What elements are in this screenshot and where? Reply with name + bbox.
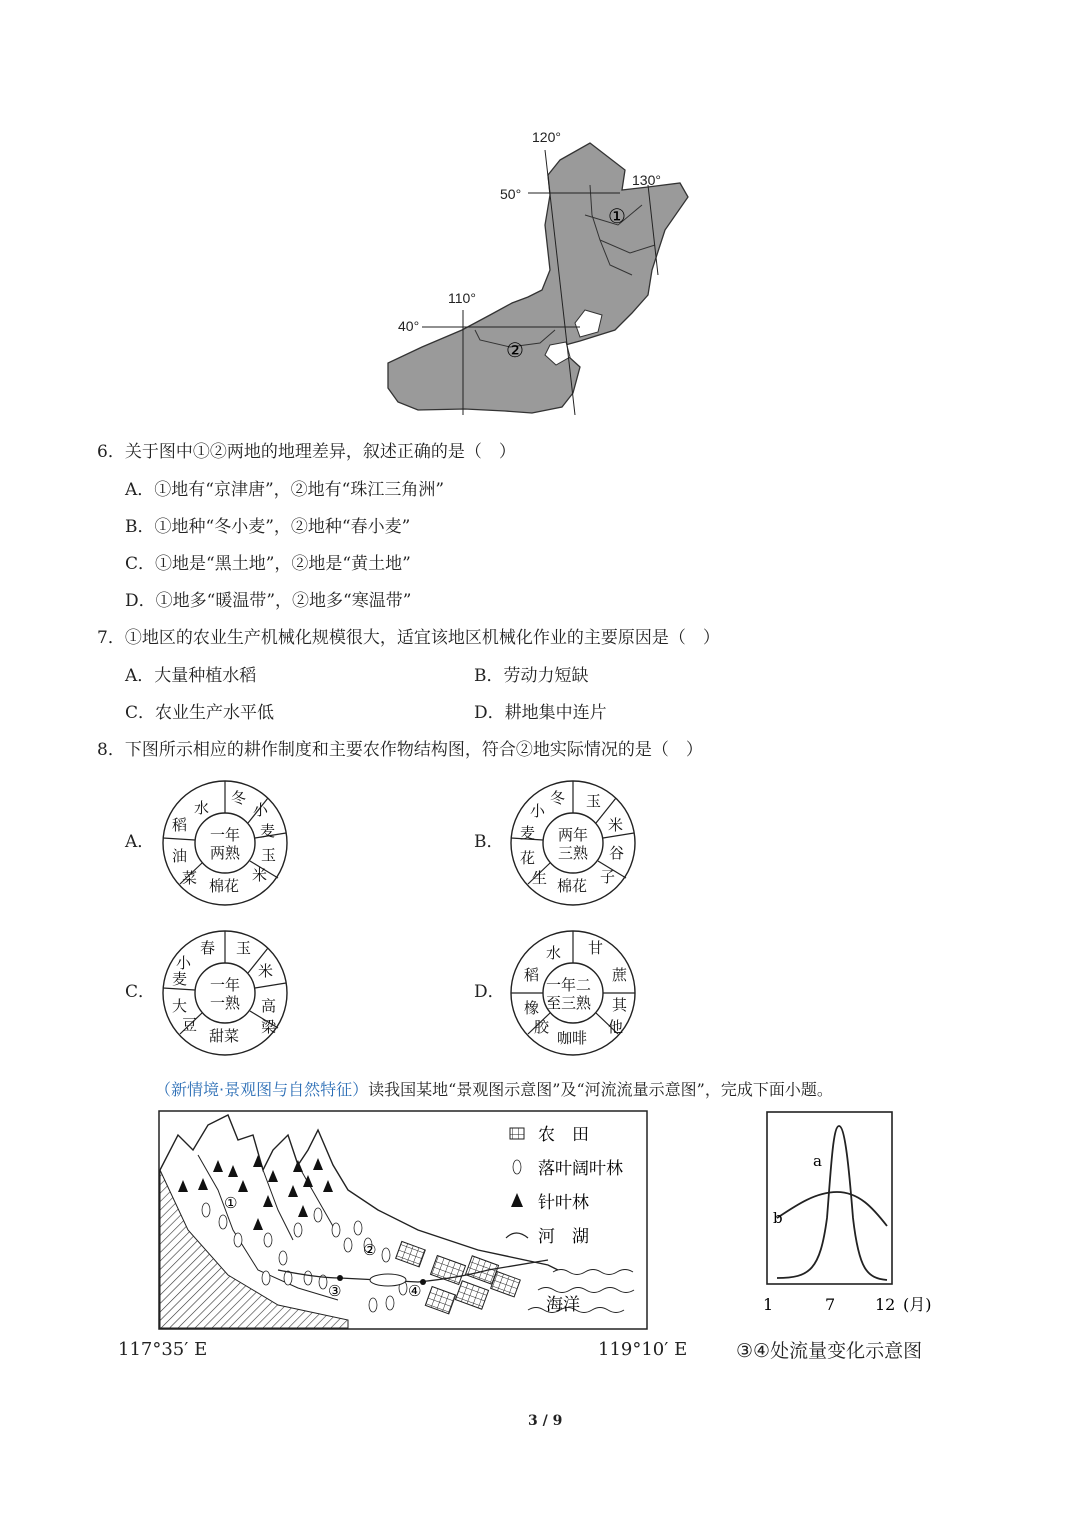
seg-a-8: 米 (252, 866, 268, 884)
seg-a-4: 麦 (260, 822, 276, 840)
center-c-1: 一年 (210, 976, 241, 994)
x-tick-12: 12 (875, 1295, 896, 1314)
q7-option-b: B．劳动力短缺 (474, 666, 589, 686)
seg-b-7: 谷 (609, 844, 625, 862)
lon-label-130: 130° (632, 172, 661, 188)
crop-wheel-d (508, 928, 638, 1058)
seg-d-2: 甘 (588, 939, 604, 957)
flow-chart (755, 1108, 965, 1318)
seg-b-10: 棉花 (557, 877, 588, 895)
lon-label-110: 110° (448, 290, 476, 306)
legend-conifer: 针叶林 (538, 1193, 589, 1213)
seg-a-10: 棉花 (209, 877, 240, 895)
seg-c-5: 麦 (172, 970, 188, 988)
sea-label: 海洋 (546, 1295, 580, 1315)
seg-c-1: 春 (200, 939, 216, 957)
seg-d-1: 水 (546, 944, 562, 962)
seg-d-4: 蔗 (612, 966, 628, 984)
seg-c-9: 梁 (261, 1018, 277, 1036)
seg-c-4: 米 (258, 962, 274, 980)
seg-c-8: 豆 (182, 1016, 198, 1034)
question-6-stem: 6．关于图中①②两地的地理差异，叙述正确的是（ ） (97, 442, 516, 462)
region-1-marker: ① (608, 204, 626, 228)
seg-a-5: 稻 (172, 816, 188, 834)
landscape-diagram (158, 1110, 650, 1332)
seg-b-1: 小 (530, 802, 546, 820)
q6-option-b: B．①地种“冬小麦”，②地种“春小麦” (125, 517, 411, 537)
crop-wheel-c (160, 928, 290, 1058)
legend-deciduous: 落叶阔叶林 (538, 1159, 623, 1179)
q8-option-a-letter: A． (125, 832, 155, 852)
context-text: 读我国某地“景观图示意图”及“河流流量示意图”，完成下面小题。 (368, 1080, 833, 1099)
seg-d-5: 橡 (524, 999, 540, 1017)
marker-1: ① (224, 1194, 238, 1212)
lat-label-40: 40° (398, 318, 420, 334)
question-7-stem: 7．①地区的农业生产机械化规模很大，适宜该地区机械化作业的主要原因是（ ） (97, 628, 720, 648)
center-c-2: 一熟 (210, 994, 241, 1012)
q7-option-c: C．农业生产水平低 (125, 703, 275, 723)
seg-b-2: 冬 (550, 789, 566, 807)
region-2-marker: ② (506, 338, 524, 362)
seg-b-8: 生 (532, 869, 548, 887)
lon-label-120: 120° (532, 129, 561, 145)
q7-option-d: D．耕地集中连片 (474, 703, 607, 723)
seg-d-6: 其 (612, 996, 628, 1014)
seg-a-9: 菜 (182, 869, 198, 887)
seg-c-3: 小 (176, 954, 192, 972)
center-d-1: 一年二 (546, 976, 592, 994)
seg-a-2: 冬 (231, 789, 247, 807)
seg-a-3: 小 (253, 801, 269, 819)
x-tick-7: 7 (825, 1295, 836, 1314)
q6-option-a: A．①地有“京津唐”，②地有“珠江三角洲” (125, 480, 445, 500)
seg-c-7: 高 (261, 997, 277, 1015)
center-b-2: 三熟 (558, 844, 589, 862)
context-intro (155, 1077, 833, 1100)
legend-river-lake: 河 湖 (538, 1227, 589, 1247)
chart-title: ③④处流量变化示意图 (736, 1340, 923, 1362)
q6-option-d: D．①地多“暖温带”，②地多“寒温带” (125, 591, 412, 611)
marker-3: ③ (328, 1282, 342, 1300)
chart-frame (767, 1112, 892, 1284)
center-a-2: 两熟 (210, 844, 241, 862)
q8-option-b-letter: B． (474, 832, 504, 852)
question-8-stem: 8．下图所示相应的耕作制度和主要农作物结构图，符合②地实际情况的是（ ） (97, 740, 703, 760)
seg-d-8: 他 (608, 1018, 624, 1036)
seg-c-2: 玉 (236, 939, 252, 957)
legend-farmland: 农 田 (538, 1125, 589, 1145)
page-number: 3 / 9 (528, 1413, 563, 1429)
crop-wheel-b (508, 778, 638, 908)
seg-b-5: 米 (608, 816, 624, 834)
series-b-label: b (773, 1209, 783, 1227)
seg-d-9: 咖啡 (557, 1029, 588, 1047)
lat-label-50: 50° (500, 186, 522, 202)
marker-2: ② (363, 1241, 377, 1259)
seg-d-3: 稻 (524, 966, 540, 984)
q6-option-c: C．①地是“黑土地”，②地是“黄土地” (125, 554, 411, 574)
center-a-1: 一年 (210, 826, 241, 844)
context-tag: （新情境·景观图与自然特征） (155, 1080, 369, 1099)
x-unit: (月) (903, 1295, 932, 1314)
seg-b-3: 玉 (586, 792, 602, 810)
seg-b-6: 花 (520, 849, 536, 867)
x-tick-1: 1 (763, 1295, 774, 1314)
q8-option-d-letter: D． (474, 982, 505, 1002)
longitude-right: 119°10′ E (598, 1339, 688, 1360)
seg-b-9: 子 (600, 868, 616, 886)
center-b-1: 两年 (558, 826, 589, 844)
q8-option-c-letter: C． (125, 982, 156, 1002)
series-a-label: a (813, 1152, 822, 1170)
region-map (380, 125, 710, 415)
crop-wheel-a (160, 778, 290, 908)
seg-c-6: 大 (172, 997, 188, 1015)
seg-a-7: 油 (172, 847, 188, 865)
longitude-left: 117°35′ E (118, 1339, 208, 1360)
seg-a-6: 玉 (261, 846, 277, 864)
marker-4: ④ (408, 1282, 422, 1300)
seg-a-1: 水 (194, 799, 210, 817)
center-d-2: 至三熟 (546, 994, 592, 1012)
q7-option-a: A．大量种植水稻 (125, 666, 257, 686)
seg-c-10: 甜菜 (209, 1027, 240, 1045)
seg-b-4: 麦 (520, 824, 536, 842)
seg-d-7: 胶 (534, 1018, 550, 1036)
